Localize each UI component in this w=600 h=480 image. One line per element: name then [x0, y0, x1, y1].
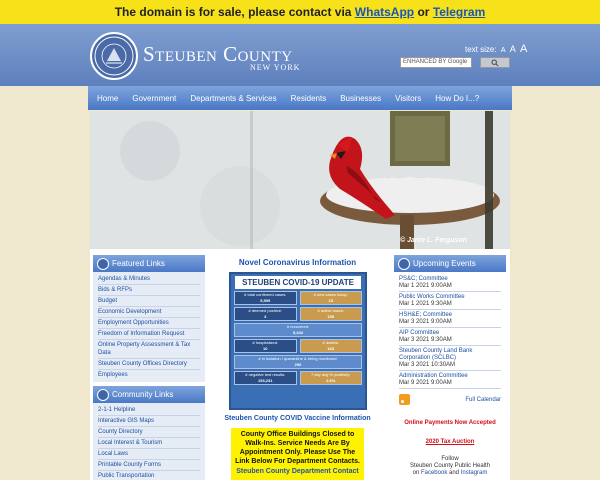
- office-closure-notice: County Office Buildings Closed to Walk-Ins. Service Needs Are By Appointment Only. Please Use The Link Below For Department Contacts.: [231, 428, 364, 480]
- featured-link[interactable]: Employees: [98, 372, 128, 378]
- featured-link[interactable]: Budget: [98, 296, 200, 307]
- community-link[interactable]: County Directory: [98, 427, 200, 438]
- community-link[interactable]: Local Interest & Tourism: [98, 438, 200, 449]
- featured-link[interactable]: Bids & RFPs: [98, 285, 200, 296]
- sale-text: The domain is for sale, please contact via: [114, 5, 352, 19]
- left-column: [93, 255, 205, 480]
- nav-departments[interactable]: Departments & Services: [190, 93, 277, 103]
- search-input[interactable]: ENHANCED BY Google: [400, 57, 472, 68]
- stat-hospitalized: # hospitalized: 10: [234, 339, 297, 353]
- events-header: [394, 255, 506, 272]
- community-link[interactable]: Public Transportation: [98, 473, 155, 479]
- community-links-header: [93, 386, 205, 403]
- featured-link[interactable]: Agendas & Minutes: [98, 274, 200, 285]
- stat-deaths: # deaths: 163: [300, 339, 363, 353]
- event-item[interactable]: PS&C; Committee Mar 1 2021 9:00AM: [399, 274, 501, 292]
- photo-credit: © Janie L. Ferguson: [400, 237, 468, 244]
- right-column: [394, 255, 506, 477]
- featured-links-header: [93, 255, 205, 272]
- text-size-large[interactable]: A: [519, 43, 528, 55]
- tax-auction-link[interactable]: 2020 Tax Auction: [425, 439, 475, 445]
- event-item[interactable]: Administration Committee Mar 9 2021 9:00AM: [399, 371, 501, 389]
- whatsapp-link[interactable]: WhatsApp: [354, 5, 415, 19]
- main-column: [215, 258, 380, 475]
- covid-update-graphic[interactable]: [229, 272, 367, 410]
- event-item[interactable]: AIP Committee Mar 3 2021 9:30AM: [399, 328, 501, 346]
- follow-public-health: Follow Steuben County Public Health on Facebook and Instagram: [409, 456, 491, 476]
- online-payments-link[interactable]: Online Payments Now Accepted: [404, 420, 496, 426]
- main-nav: [88, 86, 512, 110]
- site-header: [0, 24, 600, 86]
- featured-link[interactable]: Steuben County Offices Directory: [98, 359, 200, 370]
- nav-visitors[interactable]: Visitors: [395, 93, 422, 103]
- event-item[interactable]: Steuben County Land Bank Corporation (SCLBC) Mar 3 2021 10:30AM: [399, 346, 501, 371]
- seal-icon: [97, 389, 109, 401]
- hero-image: [90, 111, 510, 249]
- community-link[interactable]: Interactive GIS Maps: [98, 416, 200, 427]
- events-title: Upcoming Events: [413, 259, 476, 268]
- nav-businesses[interactable]: Businesses: [340, 93, 382, 103]
- community-link[interactable]: 2-1-1 Helpline: [98, 405, 200, 416]
- stat-positivity: 7 day avg % positivity: 2.6%: [300, 371, 363, 385]
- seal-icon: [97, 258, 109, 270]
- telegram-link[interactable]: Telegram: [432, 5, 486, 19]
- facebook-link[interactable]: Facebook: [420, 470, 448, 476]
- covid-update-title: STEUBEN COVID-19 UPDATE: [235, 276, 361, 289]
- stat-isolation: # in isolation / quarantine & being monitored: 296: [234, 355, 362, 369]
- site-subtitle: NEW YORK: [250, 63, 301, 72]
- featured-link[interactable]: Economic Development: [98, 307, 200, 318]
- rss-icon[interactable]: [399, 394, 410, 405]
- department-contact-link[interactable]: Steuben County Department Contact: [236, 468, 359, 475]
- site-title[interactable]: Steuben County: [143, 42, 293, 66]
- stat-negative-tests: # negative test results: 153,231: [234, 371, 297, 385]
- full-calendar-link[interactable]: Full Calendar: [465, 396, 501, 403]
- seal-icon: [398, 258, 410, 270]
- text-size-medium[interactable]: A: [509, 44, 516, 54]
- stat-recovered: # recovered: 5,243: [234, 323, 362, 337]
- community-link[interactable]: Printable County Forms: [98, 460, 200, 471]
- search-button[interactable]: [480, 57, 510, 68]
- text-size-small[interactable]: A: [500, 47, 506, 54]
- coronavirus-title[interactable]: Novel Coronavirus Information: [238, 258, 357, 267]
- cardinal-photo: [90, 111, 510, 249]
- nav-government[interactable]: Government: [132, 93, 177, 103]
- text-size-control: [465, 43, 527, 55]
- stat-total-cases: # total confirmed cases: 5,509: [234, 291, 297, 305]
- text-size-label: text size:: [465, 45, 497, 54]
- event-item[interactable]: Public Works Committee Mar 1 2021 9:30AM: [399, 292, 501, 310]
- event-item[interactable]: HSH&E; Committee Mar 3 2021 9:00AM: [399, 310, 501, 328]
- nav-how-do-i[interactable]: How Do I...?: [435, 93, 480, 103]
- events-list: [394, 272, 506, 410]
- community-links-title: Community Links: [112, 390, 174, 399]
- instagram-link[interactable]: Instagram: [460, 470, 488, 476]
- domain-sale-banner: [0, 0, 600, 24]
- stat-deemed-positive: # deemed positive: 3: [234, 307, 297, 321]
- featured-links-title: Featured Links: [112, 259, 165, 268]
- stat-new-cases: # new cases today: 15: [300, 291, 363, 305]
- vaccine-info-link[interactable]: Steuben County COVID Vaccine Information: [224, 415, 371, 422]
- community-links-list: [93, 403, 205, 480]
- nav-residents[interactable]: Residents: [290, 93, 327, 103]
- sale-or: or: [417, 5, 430, 19]
- nav-home[interactable]: Home: [97, 93, 119, 103]
- featured-link[interactable]: Online Property Assessment & Tax Data: [98, 340, 200, 359]
- featured-links-list: [93, 272, 205, 382]
- community-link[interactable]: Local Laws: [98, 449, 200, 460]
- stat-active-cases: # active cases: 155: [300, 307, 363, 321]
- county-seal-icon[interactable]: [90, 32, 138, 80]
- featured-link[interactable]: Employment Opportunities: [98, 318, 200, 329]
- search-icon: [491, 59, 499, 67]
- featured-link[interactable]: Freedom of Information Request: [98, 329, 200, 340]
